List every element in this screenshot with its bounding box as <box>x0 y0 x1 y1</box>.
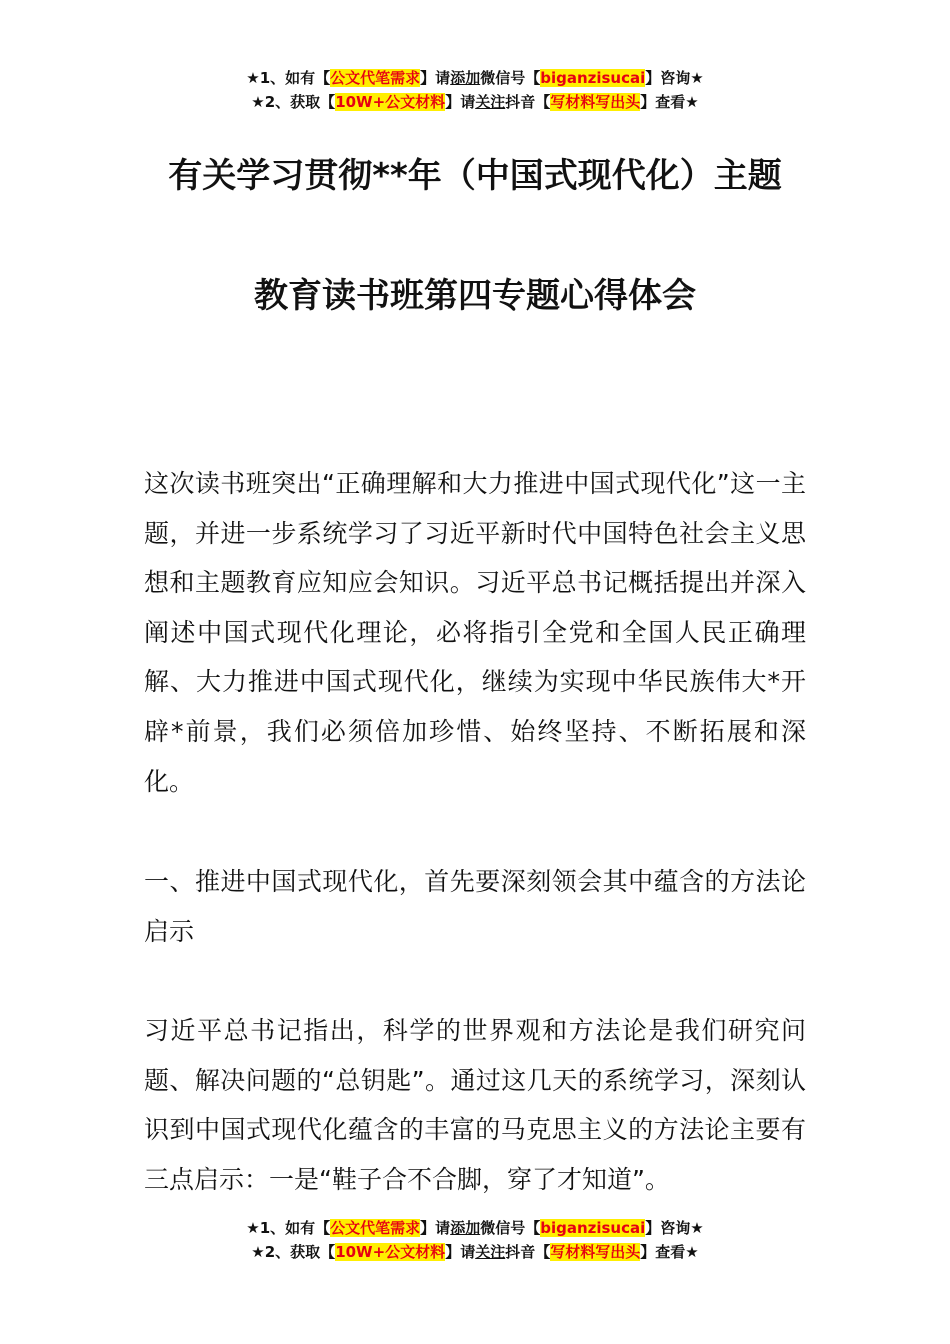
promo-line-2 <box>0 90 950 114</box>
document-title-line-1: 有关学习贯彻**年（中国式现代化）主题 <box>168 156 782 196</box>
promo-text: 】咨询★ <box>645 69 704 87</box>
promo-text: 】查看★ <box>640 1243 699 1261</box>
promo-text: 】查看★ <box>640 93 699 111</box>
promo-banner-top <box>0 66 950 114</box>
promo-underlined: 关注 <box>475 1243 506 1261</box>
promo-text: 】咨询★ <box>645 1219 704 1237</box>
promo-text: 微信号【 <box>480 69 541 87</box>
promo-text: ★1、如有【 <box>246 69 331 87</box>
promo-highlight: 10W+公文材料 <box>335 1243 446 1261</box>
promo-text: 抖音【 <box>505 1243 551 1261</box>
promo-text: ★2、获取【 <box>251 1243 336 1261</box>
promo-douyin-id: 写材料写出头 <box>550 1243 641 1261</box>
promo-text: 】请 <box>445 93 476 111</box>
promo-text: ★2、获取【 <box>251 93 336 111</box>
promo-highlight: 公文代笔需求 <box>330 69 421 87</box>
promo-text: ★1、如有【 <box>246 1219 331 1237</box>
promo-text: 】请 <box>420 69 451 87</box>
promo-text: 】请 <box>420 1219 451 1237</box>
promo-underlined: 添加 <box>450 69 481 87</box>
document-title-line-2: 教育读书班第四专题心得体会 <box>254 276 696 316</box>
promo-line-2 <box>0 1240 950 1264</box>
promo-line-1 <box>0 66 950 90</box>
paragraph-intro: 这次读书班突出“正确理解和大力推进中国式现代化”这一主题，并进一步系统学习了习近平新时代中国特色社会主义思想和主题教育应知应会知识。习近平总书记概括提出并深入阐述中国式现代化理论，必将指引全党和全国人民正确理解、大力推进中国式现代化，继续为实现中华民族伟大*开辟*前景，我们必须倍加珍惜、始终坚持、不断拓展和深化。 <box>144 469 806 796</box>
promo-text: 抖音【 <box>505 93 551 111</box>
section-heading-1: 一、推进中国式现代化，首先要深刻领会其中蕴含的方法论启示 <box>144 867 806 946</box>
promo-wechat-id: biganzisucai <box>540 69 646 87</box>
promo-underlined: 添加 <box>450 1219 481 1237</box>
promo-text: 】请 <box>445 1243 476 1261</box>
promo-highlight: 公文代笔需求 <box>330 1219 421 1237</box>
promo-text: 微信号【 <box>480 1219 541 1237</box>
promo-underlined: 关注 <box>475 93 506 111</box>
promo-banner-bottom <box>0 1216 950 1264</box>
promo-highlight: 10W+公文材料 <box>335 93 446 111</box>
promo-wechat-id: biganzisucai <box>540 1219 646 1237</box>
promo-line-1 <box>0 1216 950 1240</box>
promo-douyin-id: 写材料写出头 <box>550 93 641 111</box>
paragraph-section-1: 习近平总书记指出，科学的世界观和方法论是我们研究问题、解决问题的“总钥匙”。通过这几天的系统学习，深刻认识到中国式现代化蕴含的丰富的马克思主义的方法论主要有三点启示：一是“鞋子合不合脚，穿了才知道”。 <box>144 1016 806 1194</box>
